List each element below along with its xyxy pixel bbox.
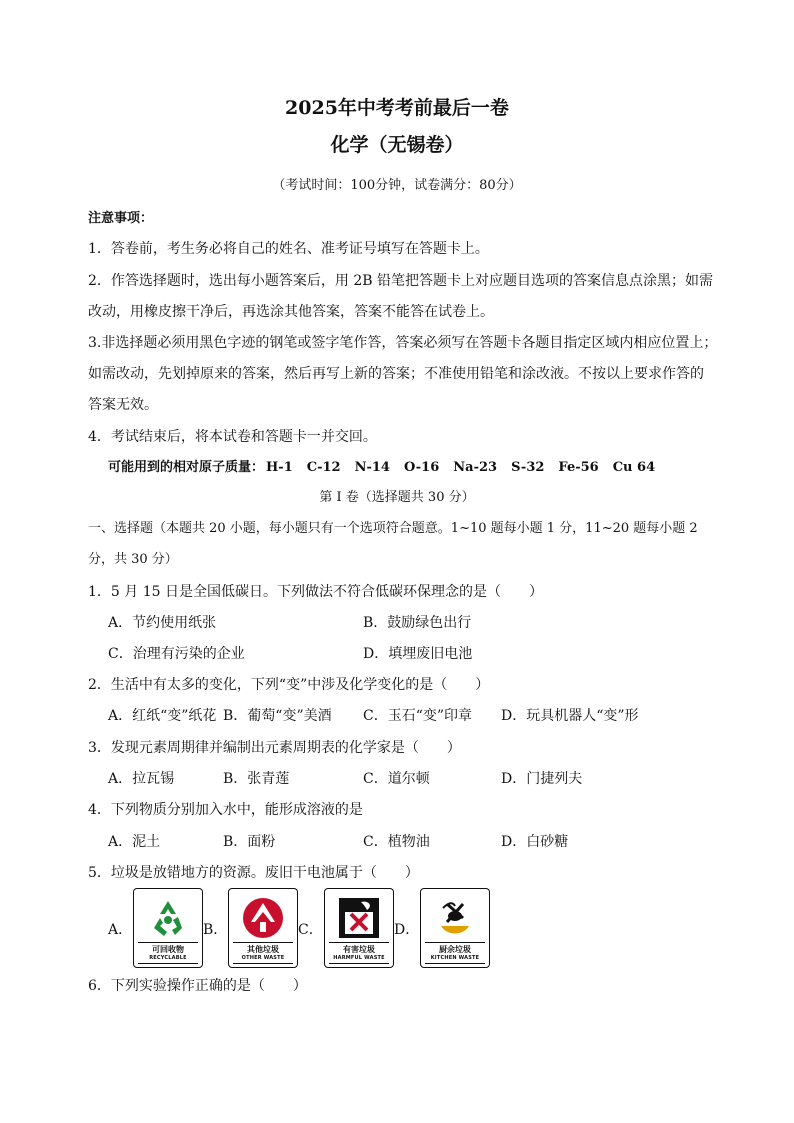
question-4-option-d: D．白砂糖 — [501, 834, 569, 850]
sign-label: 可回收物 — [152, 945, 184, 954]
atomic-mass-c: C-12 — [306, 460, 341, 475]
question-5-option-a: A． — [108, 922, 133, 938]
section-instructions-line1: 一、选择题（本题共 20 小题，每小题只有一个选项符合题意。1~10 题每小题 1 分，11~20 题每小题 2 — [88, 521, 698, 536]
section-instructions-line2: 分，共 30 分） — [88, 552, 178, 567]
question-2-stem: 2．生活中有太多的变化，下列“变”中涉及化学变化的是（ ） — [88, 677, 490, 693]
recyclable-sign — [133, 888, 203, 968]
question-5-option-d: D． — [394, 922, 420, 938]
atomic-masses — [108, 459, 669, 477]
atomic-mass-fe: Fe-56 — [558, 460, 599, 475]
note-3-line1: 3.非选择题必须用黑色字迹的钢笔或签字笔作答，答案必须写在答题卡各题目指定区域内相应位置上； — [88, 335, 718, 351]
question-3-option-c: C．道尔顿 — [363, 771, 430, 787]
atomic-mass-cu: Cu 64 — [612, 460, 656, 475]
question-3-option-a: A．拉瓦锡 — [108, 771, 175, 787]
harmful-waste-icon — [337, 896, 381, 940]
atomic-mass-na: Na-23 — [453, 460, 498, 475]
exam-subject: 化学（无锡卷） — [330, 134, 464, 156]
question-4-option-a: A．泥土 — [108, 834, 161, 850]
sign-label-en: HARMFUL WASTE — [333, 955, 385, 961]
question-5-option-c: C． — [298, 922, 323, 938]
question-3-option-b: B．张青莲 — [223, 771, 290, 787]
note-2-line2: 改动，用橡皮擦干净后，再选涂其他答案，答案不能答在试卷上。 — [88, 304, 494, 320]
question-2-option-a: A．红纸“变”纸花 — [108, 708, 217, 724]
exam-info: （考试时间：100分钟，试卷满分：80分） — [272, 178, 522, 193]
sign-label-en: RECYCLABLE — [149, 955, 187, 961]
question-2-option-d: D．玩具机器人“变”形 — [501, 708, 639, 724]
question-5-option-b: B． — [203, 922, 228, 938]
kitchen-waste-sign — [420, 888, 490, 968]
sign-label: 有害垃圾 — [343, 945, 375, 954]
sign-label: 厨余垃圾 — [439, 945, 471, 954]
recycle-icon — [146, 896, 190, 940]
atomic-mass-s: S-32 — [511, 460, 545, 475]
question-1-option-d: D．填埋废旧电池 — [363, 646, 473, 662]
question-1-stem: 1．5 月 15 日是全国低碳日。下列做法不符合低碳环保理念的是（ ） — [88, 584, 543, 600]
question-3-stem: 3．发现元素周期律并编制出元素周期表的化学家是（ ） — [88, 740, 461, 756]
question-5-stem: 5．垃圾是放错地方的资源。废旧干电池属于（ ） — [88, 865, 419, 881]
atomic-mass-o: O-16 — [403, 460, 440, 475]
note-3-line2: 如需改动，先划掉原来的答案，然后再写上新的答案；不准使用铅笔和涂改液。不按以上要求作答的 — [88, 366, 704, 382]
exam-title: 2025年中考考前最后一卷 — [285, 97, 509, 119]
other-waste-sign — [228, 888, 298, 968]
other-waste-icon — [241, 896, 285, 940]
question-2-option-b: B．葡萄“变”美酒 — [223, 708, 332, 724]
harmful-waste-sign — [324, 888, 394, 968]
sign-label-en: OTHER WASTE — [241, 955, 285, 961]
atomic-mass-h: H-1 — [266, 460, 293, 475]
note-2-line1: 2．作答选择题时，选出每小题答案后，用 2B 铅笔把答题卡上对应题目选项的答案信息点涂黑；如需 — [88, 273, 714, 289]
question-1-option-a: A．节约使用纸张 — [108, 615, 217, 631]
note-3-line3: 答案无效。 — [88, 397, 158, 413]
question-1-option-b: B．鼓励绿色出行 — [363, 615, 472, 631]
atomic-mass-n: N-14 — [354, 460, 390, 475]
sign-label-en: KITCHEN WASTE — [430, 955, 480, 961]
sign-label: 其他垃圾 — [247, 945, 279, 954]
question-3-option-d: D．门捷列夫 — [501, 771, 583, 787]
question-4-stem: 4．下列物质分别加入水中，能形成溶液的是 — [88, 802, 363, 818]
question-1-option-c: C．治理有污染的企业 — [108, 646, 245, 662]
question-4-option-b: B．面粉 — [223, 834, 276, 850]
question-6-stem: 6．下列实验操作正确的是（ ） — [88, 978, 307, 994]
kitchen-waste-icon — [433, 896, 477, 940]
atomic-masses-label: 可能用到的相对原子质量： — [108, 460, 265, 475]
note-4: 4．考试结束后，将本试卷和答题卡一并交回。 — [88, 429, 377, 445]
notes-heading: 注意事项： — [88, 211, 154, 226]
question-4-option-c: C．植物油 — [363, 834, 430, 850]
part1-heading: 第 I 卷（选择题共 30 分） — [319, 490, 475, 505]
question-2-option-c: C．玉石“变”印章 — [363, 708, 473, 724]
note-1: 1．答卷前，考生务必将自己的姓名、准考证号填写在答题卡上。 — [88, 241, 489, 257]
